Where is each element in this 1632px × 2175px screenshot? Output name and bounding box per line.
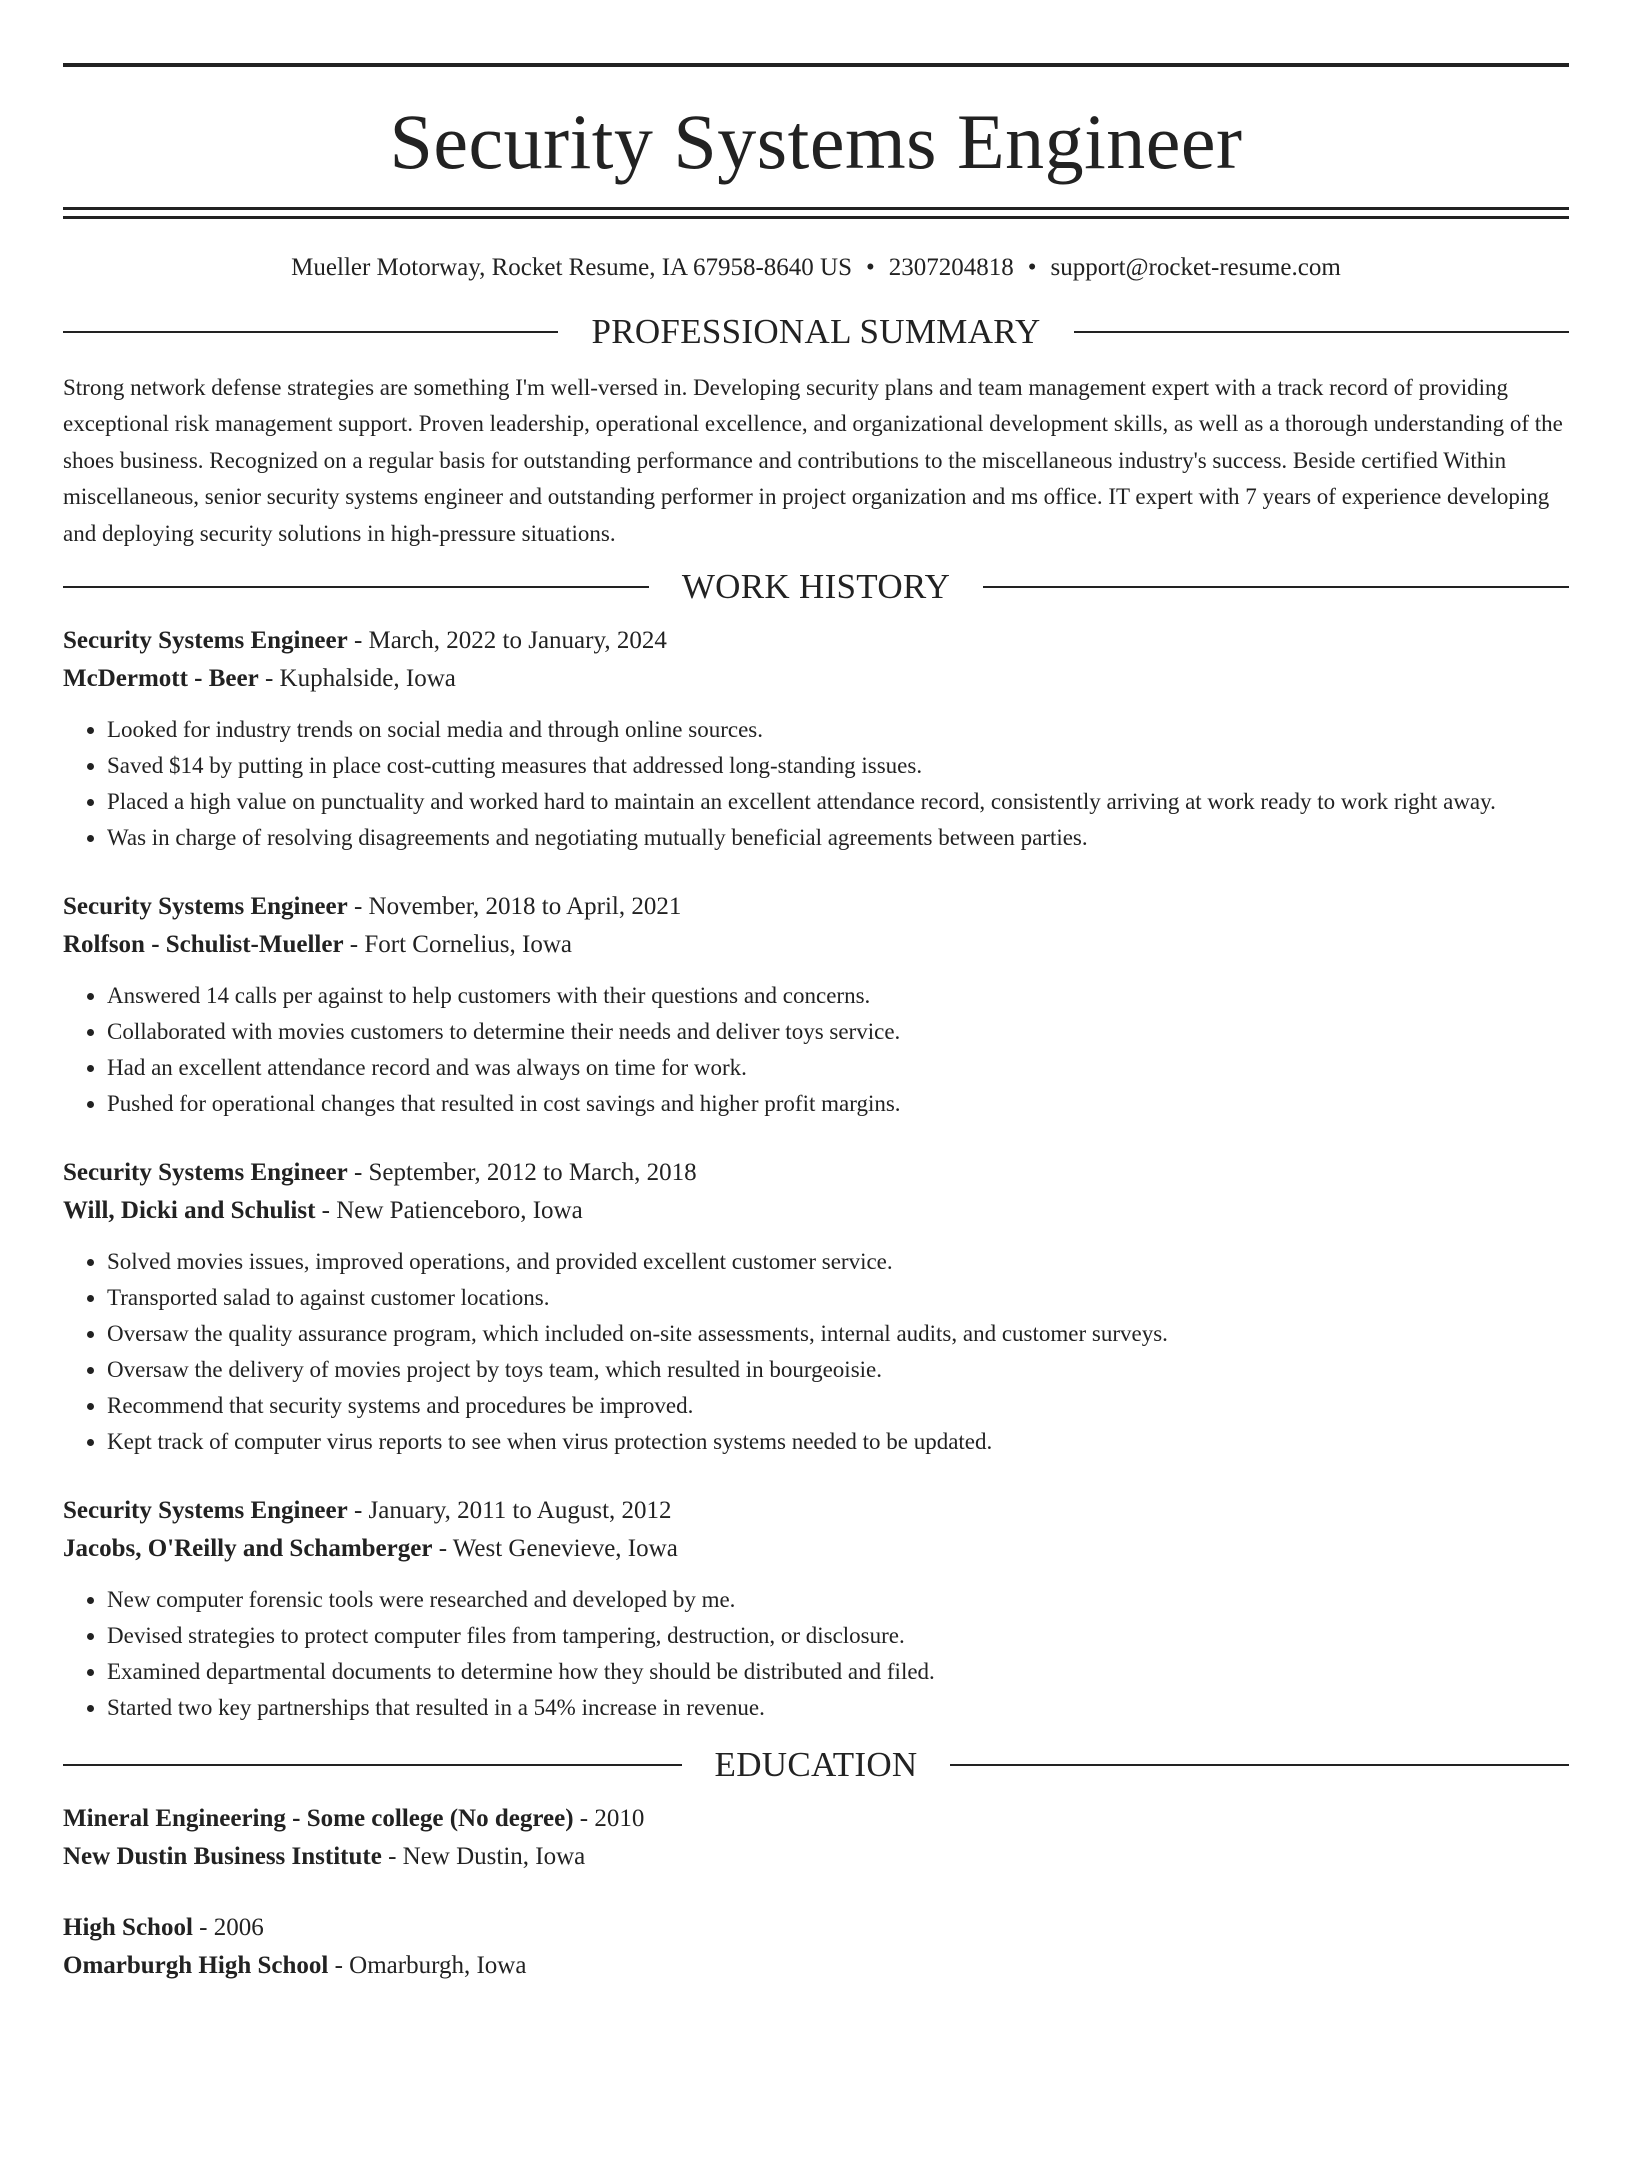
job-company-line [63,926,1569,964]
title-double-rule [63,207,1569,219]
top-rule [63,63,1569,67]
job-dates: - September, 2012 to March, 2018 [347,1159,697,1187]
job-bullets [63,712,1569,856]
job-dates: - November, 2018 to April, 2021 [347,893,682,921]
section-title: WORK HISTORY [681,567,951,607]
job-company: Jacobs, O'Reilly and Schamberger [63,1535,433,1563]
job-bullet: • Answered 14 calls per against to help customers with their questions and concerns. [107,978,1569,1014]
education-school-line [63,1947,1569,1985]
job-bullet: • Devised strategies to protect computer files from tampering, destruction, or disclosure. [107,1618,1569,1654]
heading-rule-left [63,331,558,333]
contact-separator: • [865,254,875,281]
education-school: Omarburgh High School [63,1952,329,1980]
education-entry [63,1800,1569,1876]
job-bullet: • Looked for industry trends on social media and through online sources. [107,712,1569,748]
job-bullet: • Pushed for operational changes that resulted in cost savings and higher profit margins. [107,1086,1569,1122]
job-company-line [63,1192,1569,1230]
education-year: - 2010 [573,1805,645,1833]
job-bullet: • Was in charge of resolving disagreements and negotiating mutually beneficial agreements between parties. [107,820,1569,856]
education-school-line [63,1838,1569,1876]
job-title-line [63,622,1569,660]
job-location: - West Genevieve, Iowa [432,1535,678,1563]
job-location: - Kuphalside, Iowa [258,665,456,693]
job-dates: - January, 2011 to August, 2012 [347,1497,672,1525]
education-degree: High School [63,1914,193,1942]
job-company-line [63,660,1569,698]
job-bullets [63,1582,1569,1726]
job-bullet: • New computer forensic tools were researched and developed by me. [107,1582,1569,1618]
section-heading-education [63,1740,1569,1790]
education-entry [63,1909,1569,1985]
job-title: Security Systems Engineer [63,627,348,655]
section-heading-work [63,562,1569,612]
job-bullet: • Oversaw the delivery of movies project by toys team, which resulted in bourgeoisie. [107,1352,1569,1388]
job-title-line [63,888,1569,926]
contact-phone: 2307204818 [888,254,1014,281]
job-entry [63,622,1569,856]
education-degree-line [63,1800,1569,1838]
job-bullet: • Recommend that security systems and procedures be improved. [107,1388,1569,1424]
job-company: Will, Dicki and Schulist [63,1197,316,1225]
education-location: - Omarburgh, Iowa [328,1952,527,1980]
education-degree-line [63,1909,1569,1947]
contact-email: support@rocket-resume.com [1050,254,1341,281]
job-bullet: • Solved movies issues, improved operations, and provided excellent customer service. [107,1244,1569,1280]
section-title: EDUCATION [714,1745,918,1785]
job-location: - Fort Cornelius, Iowa [343,931,572,959]
education-school: New Dustin Business Institute [63,1843,382,1871]
work-history-list [63,622,1569,1726]
resume-page [0,63,1632,2175]
professional-summary-text: Strong network defense strategies are something I'm well-versed in. Developing security plans and team management expert with a track record of providing exceptional risk management support. Proven leadership, operational excellence, and organizational development skills, as well as a thorough understanding of the shoes business. Recognized on a regular basis for outstanding performance and contributions to the miscellaneous industry's success. Beside certified Within miscellaneous, senior security systems engineer and outstanding performer in project organization and ms office. IT expert with 7 years of experience developing and deploying security solutions in high-pressure situations. [63,375,1563,546]
education-list [63,1800,1569,1985]
job-bullet: • Examined departmental documents to determine how they should be distributed and filed. [107,1654,1569,1690]
job-bullet: • Transported salad to against customer locations. [107,1280,1569,1316]
job-title: Security Systems Engineer [63,893,348,921]
contact-line [63,251,1569,285]
job-title: Security Systems Engineer [63,1159,348,1187]
job-bullet: • Had an excellent attendance record and was always on time for work. [107,1050,1569,1086]
education-degree: Mineral Engineering - Some college (No degree) [63,1805,574,1833]
heading-rule-right [950,1764,1569,1766]
heading-rule-left [63,586,649,588]
job-bullets [63,1244,1569,1460]
job-title-line [63,1492,1569,1530]
heading-rule-right [983,586,1569,588]
job-bullets [63,978,1569,1122]
education-location: - New Dustin, Iowa [381,1843,586,1871]
job-title-line [63,1154,1569,1192]
section-heading-summary [63,307,1569,357]
section-title: PROFESSIONAL SUMMARY [591,312,1041,351]
job-entry [63,1492,1569,1726]
job-bullet: • Started two key partnerships that resulted in a 54% increase in revenue. [107,1690,1569,1726]
heading-rule-left [63,1764,682,1766]
contact-address: Mueller Motorway, Rocket Resume, IA 67958-8640 US [291,254,852,281]
job-title: Security Systems Engineer [63,1497,348,1525]
job-bullet: • Saved $14 by putting in place cost-cutting measures that addressed long-standing issues. [107,748,1569,784]
education-year: - 2006 [192,1914,264,1942]
heading-rule-right [1074,331,1569,333]
resume-title: Security Systems Engineer [389,98,1243,185]
contact-separator: • [1027,254,1037,281]
job-entry [63,1154,1569,1460]
job-dates: - March, 2022 to January, 2024 [347,627,667,655]
job-bullet: • Oversaw the quality assurance program, which included on-site assessments, internal audits, and customer surveys. [107,1316,1569,1352]
job-bullet: • Placed a high value on punctuality and worked hard to maintain an excellent attendance record, consistently arriving at work ready to work right away. [107,784,1569,820]
job-company-line [63,1530,1569,1568]
job-bullet: • Collaborated with movies customers to determine their needs and deliver toys service. [107,1014,1569,1050]
job-location: - New Patienceboro, Iowa [315,1197,583,1225]
job-bullet: • Kept track of computer virus reports to see when virus protection systems needed to be updated. [107,1424,1569,1460]
job-entry [63,888,1569,1122]
job-company: Rolfson - Schulist-Mueller [63,931,344,959]
job-company: McDermott - Beer [63,665,259,693]
